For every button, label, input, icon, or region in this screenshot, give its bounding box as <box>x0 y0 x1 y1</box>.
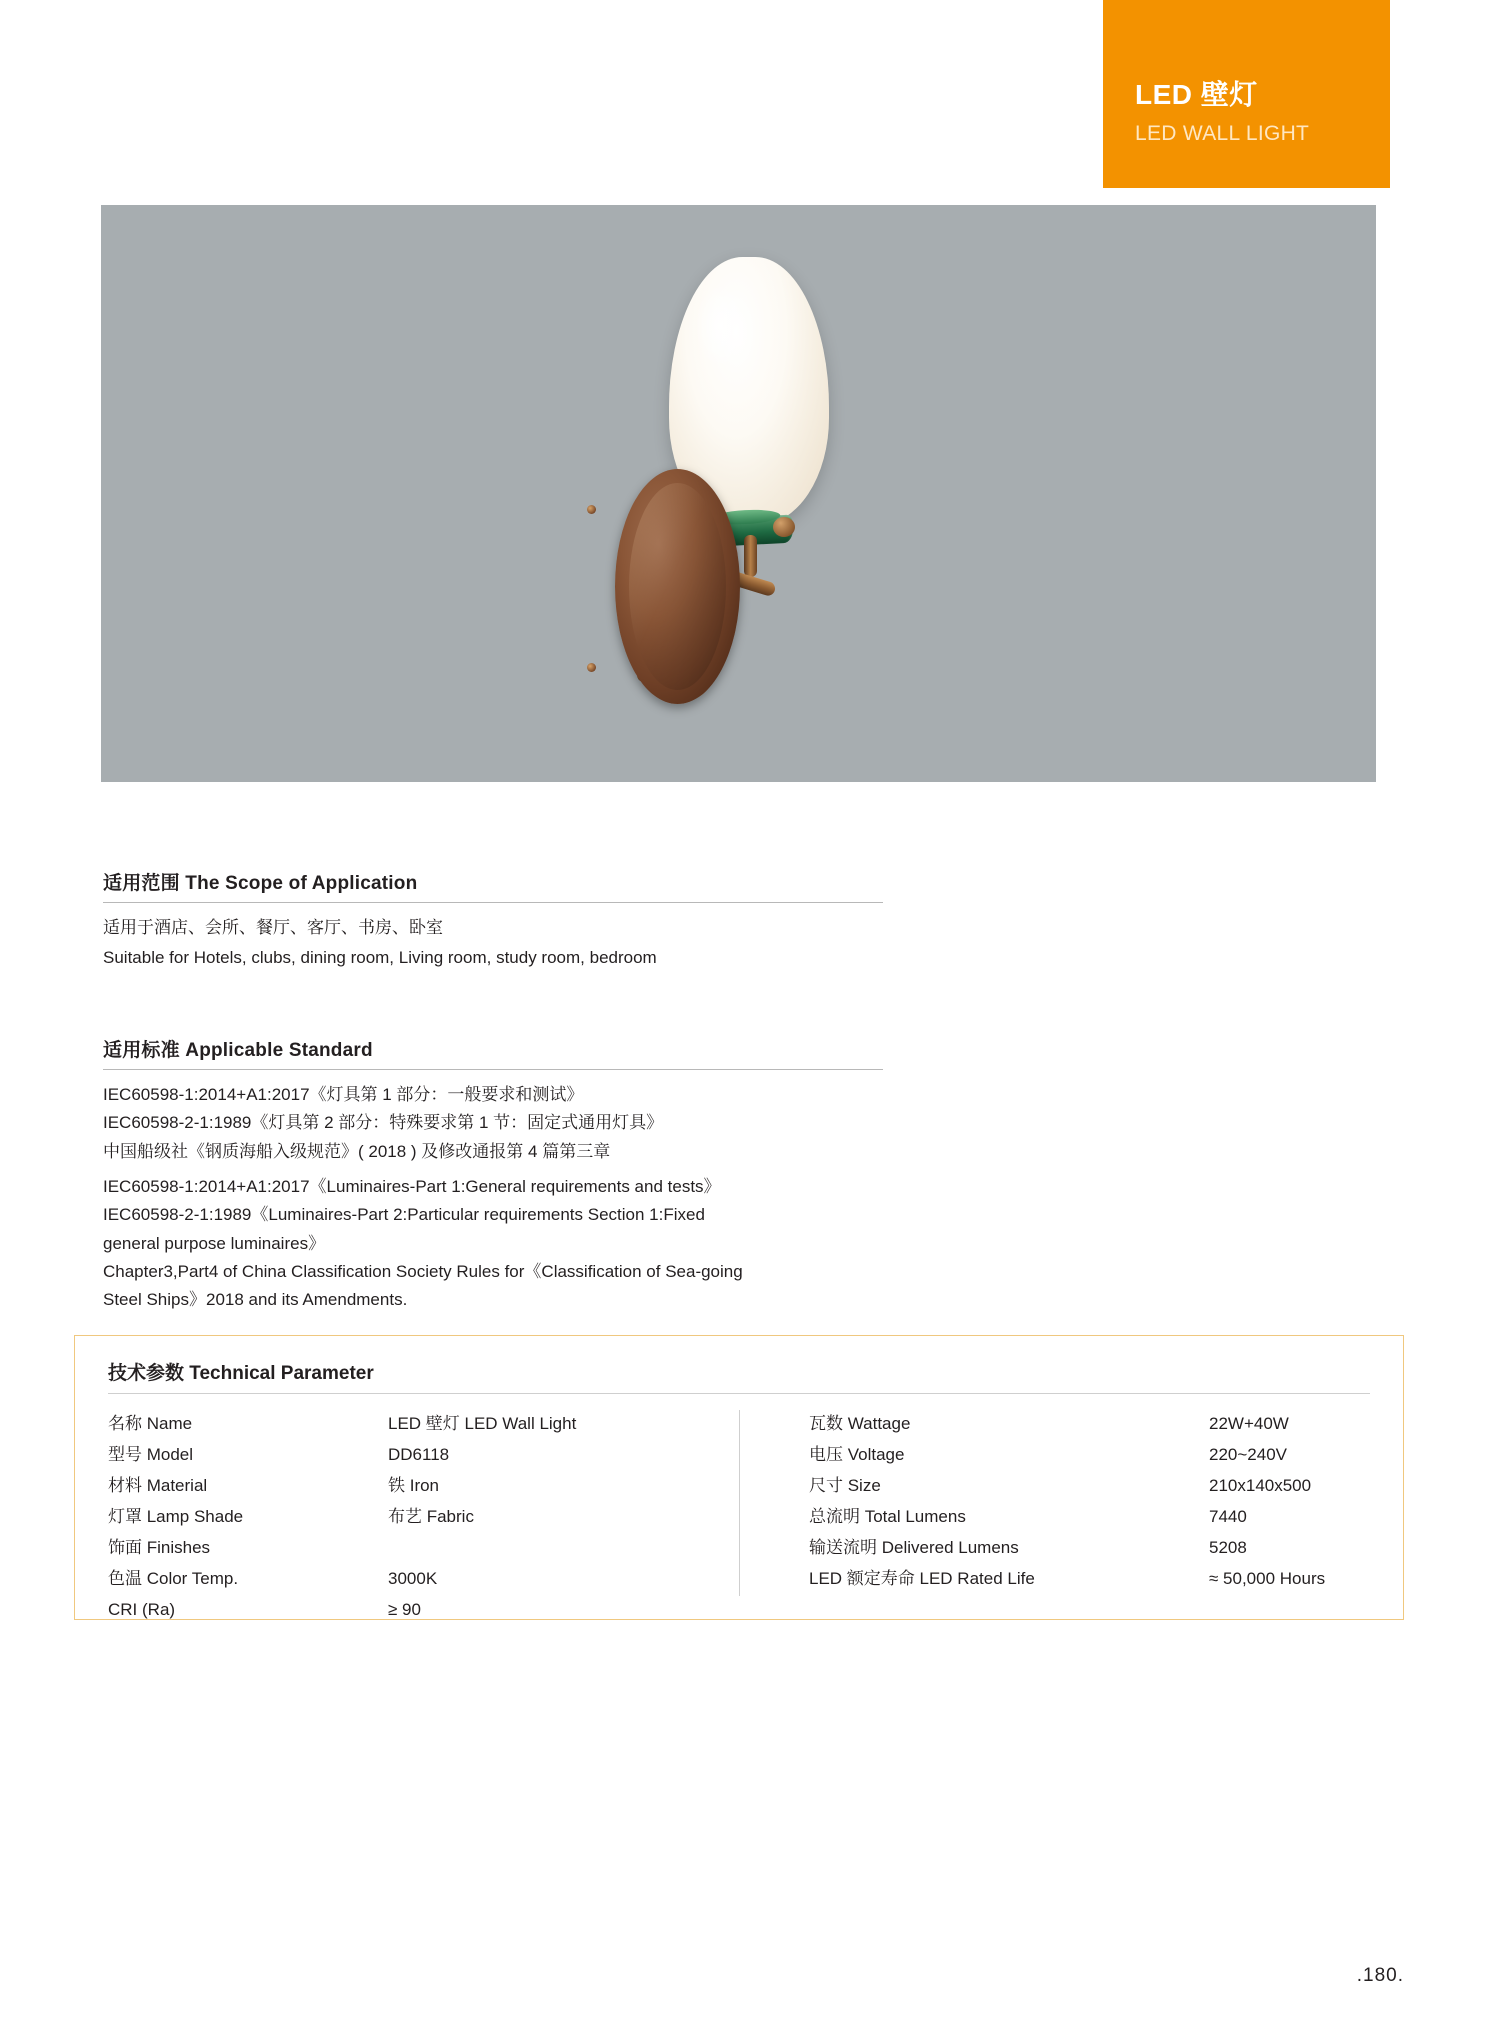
technical-key: 瓦数 Wattage <box>809 1414 911 1433</box>
technical-key: 名称 Name <box>108 1414 193 1433</box>
scope-heading: 适用范围 The Scope of Application <box>103 868 883 903</box>
standard-line-en-2: IEC60598-2-1:1989《Luminaires-Part 2:Particular requirements Section 1:Fixed <box>103 1205 705 1225</box>
standard-line-en-5: Steel Ships》2018 and its Amendments. <box>103 1290 408 1310</box>
technical-value: 铁 Iron <box>388 1476 440 1495</box>
technical-value: 3000K <box>388 1569 438 1588</box>
table-row <box>809 1532 1370 1563</box>
table-row <box>809 1501 1370 1532</box>
header-badge <box>1103 0 1390 188</box>
standard-section <box>103 1035 883 1316</box>
technical-key: 电压 Voltage <box>809 1445 905 1464</box>
technical-key: 总流明 Total Lumens <box>809 1507 966 1526</box>
standard-line-en-3: general purpose luminaires》 <box>103 1233 326 1253</box>
technical-key: 输送流明 Delivered Lumens <box>809 1538 1019 1557</box>
table-row <box>108 1563 699 1594</box>
lamp-illustration <box>529 205 949 782</box>
technical-value: 220~240V <box>1209 1445 1287 1464</box>
standard-heading: 适用标准 Applicable Standard <box>103 1035 883 1070</box>
technical-value: LED 壁灯 LED Wall Light <box>388 1414 577 1433</box>
technical-value: DD6118 <box>388 1445 450 1464</box>
technical-column-divider <box>739 1410 740 1596</box>
technical-column-right <box>739 1408 1370 1625</box>
technical-key: 灯罩 Lamp Shade <box>108 1507 244 1526</box>
technical-value: ≈ 50,000 Hours <box>1209 1569 1326 1588</box>
scope-body <box>103 915 883 972</box>
standard-line-cn-2: IEC60598-2-1:1989《灯具第 2 部分：特殊要求第 1 节：固定式通用灯具》 <box>103 1113 664 1133</box>
technical-parameter-box <box>74 1335 1404 1620</box>
table-row <box>108 1532 699 1563</box>
lamp-holder-cap-shape <box>773 517 795 537</box>
backplate-screw-top <box>587 505 596 514</box>
table-row <box>809 1408 1370 1439</box>
scope-line-en: Suitable for Hotels, clubs, dining room, Living room, study room, bedroom <box>103 948 657 968</box>
table-row <box>108 1408 699 1439</box>
technical-value <box>388 1539 699 1556</box>
technical-key: 饰面 Finishes <box>108 1538 211 1557</box>
standard-line-en-1: IEC60598-1:2014+A1:2017《Luminaires-Part 1:General requirements and tests》 <box>103 1177 721 1197</box>
technical-heading: 技术参数 Technical Parameter <box>108 1358 1370 1394</box>
table-row <box>809 1563 1370 1594</box>
technical-column-left <box>108 1408 739 1625</box>
technical-value: ≥ 90 <box>388 1600 421 1619</box>
standard-line-en-4: Chapter3,Part4 of China Classification Society Rules for《Classification of Sea-going <box>103 1262 743 1282</box>
table-row <box>809 1439 1370 1470</box>
technical-value: 布艺 Fabric <box>388 1507 474 1526</box>
technical-key: 色温 Color Temp. <box>108 1569 239 1588</box>
table-row <box>108 1439 699 1470</box>
technical-columns <box>108 1408 1370 1625</box>
page-number: .180. <box>1356 1965 1404 1986</box>
technical-key: CRI (Ra) <box>108 1600 176 1619</box>
technical-key: 材料 Material <box>108 1476 208 1495</box>
header-title-en: LED WALL LIGHT <box>1135 121 1310 145</box>
technical-value: 22W+40W <box>1209 1414 1289 1433</box>
scope-line-cn: 适用于酒店、会所、餐厅、客厅、书房、卧室 <box>103 918 443 937</box>
standard-body <box>103 1082 883 1314</box>
table-row <box>809 1470 1370 1501</box>
technical-value: 7440 <box>1209 1507 1247 1526</box>
product-image <box>101 205 1376 782</box>
scope-section <box>103 868 883 976</box>
technical-key: LED 额定寿命 LED Rated Life <box>809 1569 1035 1588</box>
technical-value: 210x140x500 <box>1209 1476 1312 1495</box>
standard-line-cn-3: 中国船级社《钢质海船入级规范》( 2018 ) 及修改通报第 4 篇第三章 <box>103 1141 611 1161</box>
table-row <box>108 1594 699 1625</box>
technical-key: 型号 Model <box>108 1445 194 1464</box>
standard-line-cn-1: IEC60598-1:2014+A1:2017《灯具第 1 部分：一般要求和测试》 <box>103 1085 584 1104</box>
table-row <box>108 1501 699 1532</box>
table-row <box>108 1470 699 1501</box>
lamp-backplate-shape <box>615 469 740 704</box>
lamp-arm-riser-shape <box>744 535 757 577</box>
technical-value: 5208 <box>1209 1538 1247 1557</box>
technical-key: 尺寸 Size <box>809 1476 881 1495</box>
backplate-screw-bottom <box>587 663 596 672</box>
header-title-cn: LED 壁灯 <box>1135 79 1258 110</box>
